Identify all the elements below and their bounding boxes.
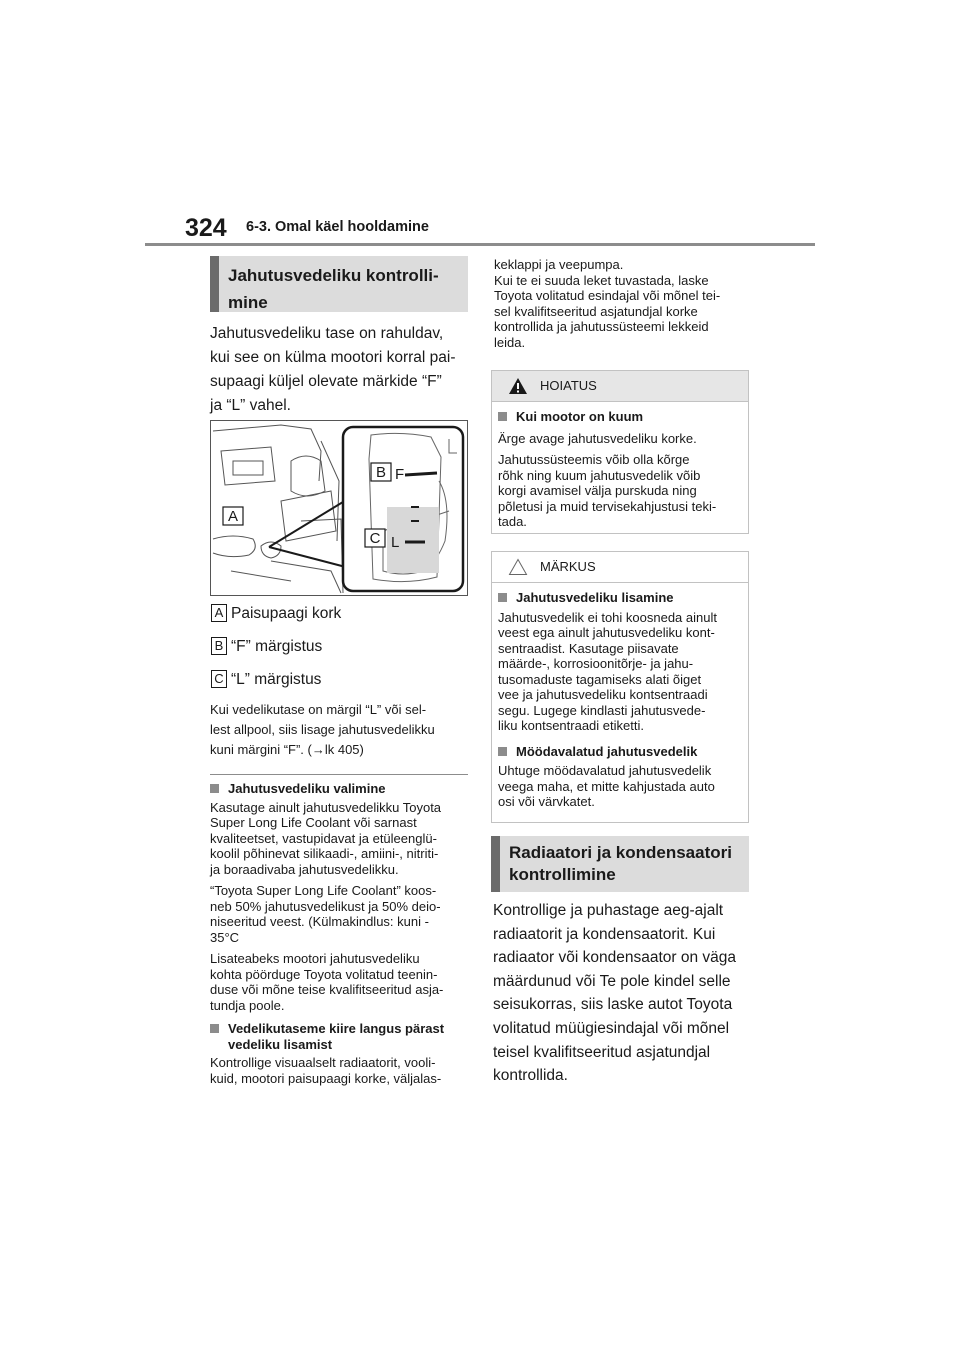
text-line: sentraadist. Kasutage piisavate [498, 640, 679, 656]
paragraph [210, 951, 474, 1013]
legend-item-a [211, 603, 471, 625]
warning-title: HOIATUS [540, 378, 597, 393]
text-line: niseeritud veest. (Külmakindlus: kuni - [210, 914, 429, 929]
text-line: segu. Lugege kindlasti jahutusvede- [498, 702, 706, 718]
text-line: ja boraadivaba jahutusvedelikku. [210, 861, 399, 877]
text-line: neb 50% jahutusvedelikust ja 50% deio- [210, 898, 441, 914]
subheading-coolant-selection [210, 781, 474, 797]
subheading-text: Jahutusvedeliku lisamine [516, 590, 674, 605]
paragraph [210, 1055, 474, 1086]
text-line: korgi avamisel välja purskuda ning [498, 483, 697, 498]
bullet-square [498, 412, 507, 421]
bullet-square [498, 593, 507, 602]
bullet-square [210, 784, 219, 793]
text-line: koolil põhinevat silikaadi-, amiini-, nitriti- [210, 846, 439, 861]
paragraph [210, 800, 474, 878]
text-line: veest ega ainult jahutusvedeliku kont- [498, 625, 715, 640]
text-line: kohta pöörduge Toyota volitatud teenin- [210, 966, 438, 982]
left-subsections [210, 781, 474, 1086]
text-line: “Toyota Super Long Life Coolant” koos- [210, 883, 437, 898]
f-level-mark [405, 473, 437, 475]
text-line: duse või mõne teise kvalifitseeritud asja- [210, 982, 444, 997]
text-line: määrdunud või Te pole kindel selle [493, 972, 731, 990]
subheading-text: Jahutusvedeliku valimine [228, 781, 386, 796]
heading-text: Radiaatori ja kondensaatori [509, 843, 732, 862]
warning-body [492, 402, 748, 530]
notice-title: MÄRKUS [540, 559, 596, 574]
section-heading-radiator-check [491, 836, 749, 892]
f-mark-label: F [395, 466, 405, 483]
warning-subheading [498, 409, 742, 425]
paragraph [498, 452, 742, 530]
text-line: määrde-, korrosioonitõrje- ja jahu- [498, 656, 694, 671]
bullet-square [498, 747, 507, 756]
legend-item-c [211, 669, 471, 691]
notice-box [491, 551, 749, 823]
text-line: Ärge avage jahutusvedeliku korke. [498, 430, 697, 446]
text-line: kvaliteetset, vastupidavat ja etüleenglü- [210, 830, 437, 846]
text-line: keklappi ja veepumpa. [494, 257, 624, 272]
warning-header [492, 371, 748, 402]
text-line: Super Long Life Coolant või sarnast [210, 815, 417, 830]
callout-c-label: C [369, 530, 381, 547]
divider [210, 774, 468, 775]
intro-paragraph [210, 322, 472, 418]
text-line: rõhk ning kuum jahutusvedelik võib [498, 467, 701, 483]
text-line: Kontrollige ja puhastage aeg-ajalt [493, 902, 724, 919]
notice-subheading-adding [498, 590, 742, 606]
header-divider [145, 243, 815, 246]
warning-box [491, 370, 749, 534]
text-line: tada. [498, 514, 527, 529]
page-number: 324 [185, 214, 227, 242]
text-line: sel kvalifitseeritud asjatundjal korke [494, 303, 698, 319]
callout-b-label: B [375, 464, 387, 481]
subheading-text: Vedelikutaseme kiire langus pärast [228, 1021, 445, 1036]
text-line: teisel kvalifitseeritud asjatundjal [493, 1043, 711, 1061]
legend-item-b [211, 636, 471, 658]
legend-text: Paisupaagi kork [231, 605, 342, 622]
heading-text: kontrollimine [509, 865, 616, 884]
text-line: kontrollida. [493, 1067, 568, 1085]
text-line: volitatud müügiesindajal või mõnel [493, 1019, 730, 1037]
text-line: Kui te ei suuda leket tuvastada, laske [494, 272, 709, 288]
paragraph [498, 763, 742, 810]
text-line: radiaatorit ja kondensaatorit. Kui [493, 925, 716, 943]
text-line: Kui vedelikutase on märgil “L” või sel- [210, 702, 427, 717]
subheading-level-drop [210, 1021, 474, 1052]
legend-text: “F” märgistus [231, 638, 323, 655]
text-line: kontrollida ja jahutussüsteemi lekkeid [494, 319, 709, 334]
subheading-text: vedeliku lisamist [228, 1036, 333, 1052]
text-line: tundja poole. [210, 997, 285, 1013]
legend-text: “L” märgistus [231, 671, 322, 688]
text-line: Jahutussüsteemis võib olla kõrge [498, 452, 690, 467]
text-line: kuni märgini “F”. (→lk 405) [210, 742, 364, 757]
text-line: Jahutusvedelik ei tohi koosneda ainult [498, 609, 717, 625]
legend-key: A [211, 604, 227, 622]
warning-icon [508, 377, 528, 395]
text-line: radiaator või kondensaator on väga [493, 949, 736, 967]
text-line: ja “L” vahel. [210, 397, 291, 414]
text-line: supaagi küljel olevate märkide “F” [210, 373, 442, 390]
l-mark-label: L [391, 534, 400, 551]
paragraph [498, 431, 742, 447]
notice-body [492, 583, 748, 810]
text-line: tusomaduste tagamiseks alati õiget [498, 671, 702, 687]
text-line: lest allpool, siis lisage jahutusvedelikku [210, 722, 435, 737]
radiator-paragraph [493, 899, 755, 1088]
text-line: kui see on külma mootori korral pai- [210, 349, 456, 366]
caution-icon [508, 558, 528, 576]
text-line: Toyota volitatud esindajal või mõnel tei- [494, 288, 721, 303]
section-title: 6-3. Omal käel hooldamine [246, 219, 429, 235]
text-line: vee ja jahutusvedeliku kontsentraadi [498, 687, 708, 702]
text-line: liku kontsentraadi etiketti. [498, 718, 644, 733]
subheading-text: Kui mootor on kuum [516, 409, 644, 424]
callout-a-label: A [227, 508, 239, 525]
text-line: Kasutage ainult jahutusvedelikku Toyota [210, 799, 442, 815]
section-heading-coolant-check [210, 256, 468, 312]
text-line: seisukorras, siis laske autot Toyota [493, 996, 733, 1014]
bullet-square [210, 1024, 219, 1033]
text-line: Jahutusvedeliku tase on rahuldav, [210, 325, 444, 342]
text-line: põletusi ja muid tervisekahjustusi teki- [498, 498, 717, 514]
text-line: Kontrollige visuaalselt radiaatorit, vooli- [210, 1055, 436, 1070]
notice-header [492, 552, 748, 583]
text-line: osi või värvkatet. [498, 794, 595, 809]
paragraph [210, 883, 474, 945]
refill-note [210, 700, 472, 760]
text-line: kuid, mootori paisupaagi korke, väljalas- [210, 1070, 442, 1086]
text-line: veega maha, et mitte kahjustada auto [498, 778, 715, 794]
figure-legend [211, 603, 471, 702]
legend-key: C [211, 670, 227, 688]
engine-bay-illustration [211, 421, 467, 595]
paragraph [498, 610, 742, 734]
continued-paragraph [494, 257, 756, 350]
coolant-reservoir-figure [210, 420, 468, 596]
legend-key: B [211, 637, 227, 655]
text-line: Uhtuge möödavalatud jahutusvedelik [498, 763, 712, 778]
text-line: leida. [494, 334, 526, 350]
heading-text: Jahutusvedeliku kontrolli-mine [228, 266, 439, 312]
text-line: 35°C [210, 929, 240, 945]
text-line: Lisateabeks mootori jahutusvedeliku [210, 951, 420, 966]
subheading-text: Möödavalatud jahutusvedelik [516, 743, 698, 759]
notice-subheading-spilled [498, 744, 742, 760]
